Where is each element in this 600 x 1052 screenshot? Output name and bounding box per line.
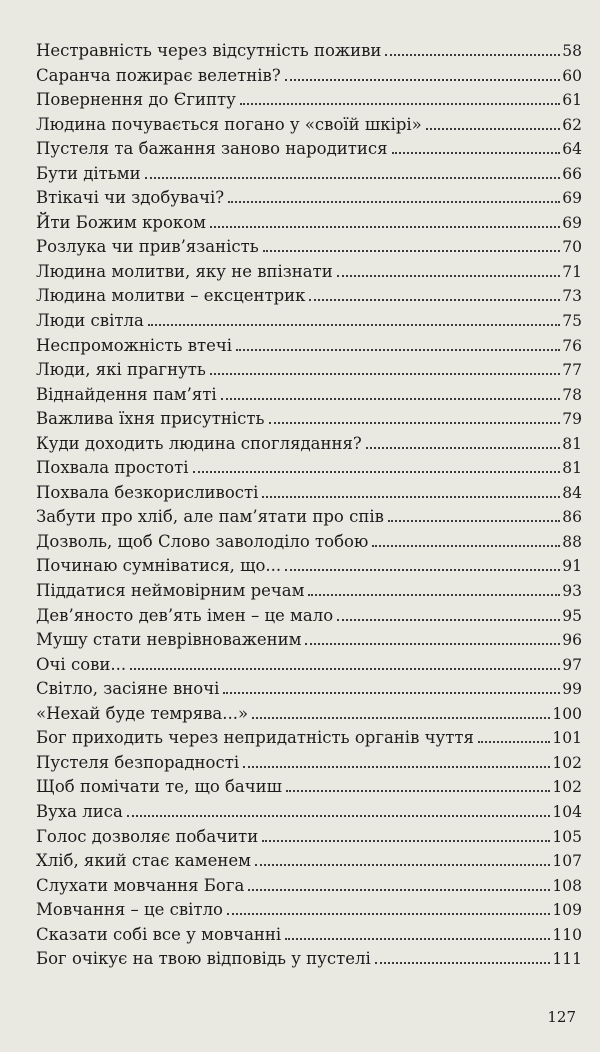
toc-entry-page: 84 xyxy=(562,483,582,502)
dot-leader xyxy=(385,54,560,56)
dot-leader xyxy=(269,422,561,424)
toc-entry-page: 99 xyxy=(562,680,582,699)
toc-entry xyxy=(36,481,582,506)
toc-entry xyxy=(36,113,582,138)
toc-entry xyxy=(36,432,582,457)
toc-entry-title: Саранча пожирає велетнів? xyxy=(36,65,281,85)
toc-entry-title: Сказати собі все у мовчанні xyxy=(36,924,282,944)
toc-entry-page: 69 xyxy=(562,189,582,208)
toc-entry-page: 105 xyxy=(552,827,582,846)
toc-entry-title: Бути дітьми xyxy=(36,163,141,183)
toc-entry-page: 110 xyxy=(552,925,582,944)
toc-entry-title: Хліб, який стає каменем xyxy=(36,851,251,871)
dot-leader xyxy=(285,79,561,81)
toc-entry xyxy=(36,923,582,948)
toc-entry-title: Віднайдення пам’яті xyxy=(36,384,217,404)
toc-entry-title: Мушу стати неврівноваженим xyxy=(36,630,302,650)
dot-leader xyxy=(308,594,560,596)
dot-leader xyxy=(309,299,560,301)
toc-entry-title: Людина молитви – ексцентрик xyxy=(36,286,306,306)
toc-entry xyxy=(36,64,582,89)
toc-entry-page: 73 xyxy=(562,287,582,306)
toc-entry-page: 77 xyxy=(562,361,582,380)
toc-entry xyxy=(36,358,582,383)
toc-entry-title: Люди світла xyxy=(36,311,144,331)
toc-entry-title: Щоб помічати те, що бачиш xyxy=(36,777,283,797)
toc-entry-page: 96 xyxy=(562,631,582,650)
toc-entry-page: 66 xyxy=(562,164,582,183)
dot-leader xyxy=(255,864,550,866)
dot-leader xyxy=(388,520,560,522)
toc-entry-title: Мовчання – це світло xyxy=(36,900,223,920)
dot-leader xyxy=(223,692,560,694)
toc-entry-page: 104 xyxy=(552,802,582,821)
toc-entry-title: Пустеля та бажання заново народитися xyxy=(36,139,388,159)
toc-entry xyxy=(36,260,582,285)
toc-entry-page: 81 xyxy=(562,434,582,453)
toc-entry-title: Люди, які прагнуть xyxy=(36,360,206,380)
toc-entry xyxy=(36,849,582,874)
toc-entry xyxy=(36,39,582,64)
toc-entry xyxy=(36,284,582,309)
toc-entry xyxy=(36,579,582,604)
toc-entry-page: 62 xyxy=(562,115,582,134)
toc-entry-page: 70 xyxy=(562,238,582,257)
toc-entry-title: Піддатися неймовірним речам xyxy=(36,581,305,601)
toc-entry-title: Вуха лиса xyxy=(36,801,123,821)
dot-leader xyxy=(375,962,551,964)
toc-entry xyxy=(36,162,582,187)
toc-entry-page: 88 xyxy=(562,532,582,551)
dot-leader xyxy=(285,938,550,940)
dot-leader xyxy=(243,766,550,768)
toc-entry-page: 111 xyxy=(552,950,582,969)
toc-entry-page: 76 xyxy=(562,336,582,355)
toc-entry xyxy=(36,874,582,899)
toc-entry xyxy=(36,751,582,776)
toc-entry xyxy=(36,505,582,530)
dot-leader xyxy=(285,569,560,571)
table-of-contents xyxy=(36,39,582,972)
toc-entry-page: 101 xyxy=(552,729,582,748)
toc-entry-title: Нестравність через відсутність поживи xyxy=(36,41,382,60)
toc-entry-page: 69 xyxy=(562,213,582,232)
toc-entry-title: Похвала безкорисливості xyxy=(36,482,259,502)
toc-entry-title: Дозволь, щоб Слово заволоділо тобою xyxy=(36,531,369,551)
toc-entry-title: Голос дозволяє побачити xyxy=(36,826,259,846)
dot-leader xyxy=(262,840,550,842)
toc-entry-page: 61 xyxy=(562,91,582,110)
toc-entry-page: 97 xyxy=(562,655,582,674)
toc-entry-title: Розлука чи прив’язаність xyxy=(36,237,259,257)
toc-entry xyxy=(36,334,582,359)
toc-entry xyxy=(36,800,582,825)
toc-entry-title: Очі сови... xyxy=(36,654,127,674)
toc-entry-page: 109 xyxy=(552,901,582,920)
dot-leader xyxy=(130,668,560,670)
dot-leader xyxy=(127,815,551,817)
toc-entry-title: Втікачі чи здобувачі? xyxy=(36,188,225,208)
toc-entry xyxy=(36,702,582,727)
toc-entry xyxy=(36,554,582,579)
toc-entry xyxy=(36,186,582,211)
toc-entry xyxy=(36,775,582,800)
toc-entry-title: Бог приходить через непридатність органів чуття xyxy=(36,728,474,748)
toc-entry xyxy=(36,653,582,678)
toc-entry-title: Починаю сумніватися, що... xyxy=(36,556,282,576)
toc-entry-page: 75 xyxy=(562,312,582,331)
toc-entry-title: Повернення до Єгипту xyxy=(36,90,236,110)
toc-entry-title: Людина молитви, яку не впізнати xyxy=(36,261,333,281)
dot-leader xyxy=(392,152,561,154)
dot-leader xyxy=(148,324,560,326)
dot-leader xyxy=(478,741,551,743)
toc-entry-title: Пустеля безпорадності xyxy=(36,752,240,772)
dot-leader xyxy=(252,717,550,719)
dot-leader xyxy=(210,226,560,228)
toc-entry xyxy=(36,628,582,653)
dot-leader xyxy=(426,128,560,130)
toc-entry xyxy=(36,309,582,334)
toc-entry-title: Дев’яносто дев’ять імен – це мало xyxy=(36,605,334,625)
toc-entry xyxy=(36,530,582,555)
dot-leader xyxy=(236,349,560,351)
toc-entry-page: 102 xyxy=(552,753,582,772)
toc-entry-title: Світло, засіяне вночі xyxy=(36,679,220,699)
toc-entry xyxy=(36,407,582,432)
dot-leader xyxy=(337,275,561,277)
toc-entry-title: Бог очікує на твою відповідь у пустелі xyxy=(36,949,371,969)
toc-entry-page: 79 xyxy=(562,410,582,429)
dot-leader xyxy=(262,496,560,498)
dot-leader xyxy=(193,471,561,473)
dot-leader xyxy=(263,250,561,252)
toc-entry-title: Слухати мовчання Бога xyxy=(36,875,245,895)
toc-entry-title: «Нехай буде темрява...» xyxy=(36,703,249,723)
toc-entry xyxy=(36,947,582,972)
page-number: 127 xyxy=(547,1008,576,1026)
toc-entry-page: 108 xyxy=(552,876,582,895)
dot-leader xyxy=(221,398,561,400)
dot-leader xyxy=(248,889,550,891)
toc-entry-title: Важлива їхня присутність xyxy=(36,409,265,429)
dot-leader xyxy=(286,790,550,792)
toc-entry xyxy=(36,726,582,751)
toc-entry xyxy=(36,604,582,629)
dot-leader xyxy=(227,913,550,915)
toc-entry-page: 71 xyxy=(562,262,582,281)
toc-entry-page: 91 xyxy=(562,557,582,576)
toc-entry xyxy=(36,211,582,236)
toc-entry-page: 107 xyxy=(552,852,582,871)
toc-entry-title: Неспроможність втечі xyxy=(36,335,233,355)
toc-entry-page: 95 xyxy=(562,606,582,625)
dot-leader xyxy=(145,177,561,179)
toc-entry-page: 60 xyxy=(562,66,582,85)
toc-entry-page: 64 xyxy=(562,140,582,159)
toc-entry xyxy=(36,456,582,481)
toc-entry xyxy=(36,88,582,113)
toc-entry-title: Похвала простоті xyxy=(36,458,189,478)
toc-entry-page: 78 xyxy=(562,385,582,404)
dot-leader xyxy=(366,447,561,449)
toc-entry-title: Людина почувається погано у «своїй шкірі» xyxy=(36,114,422,134)
toc-entry-page: 100 xyxy=(552,704,582,723)
toc-entry-page: 93 xyxy=(562,582,582,601)
toc-entry-title: Куди доходить людина споглядання? xyxy=(36,433,362,453)
toc-entry xyxy=(36,235,582,260)
toc-entry xyxy=(36,825,582,850)
toc-entry-page: 86 xyxy=(562,508,582,527)
dot-leader xyxy=(228,201,560,203)
toc-entry xyxy=(36,383,582,408)
dot-leader xyxy=(337,619,560,621)
toc-entry-page: 102 xyxy=(552,778,582,797)
toc-entry-title: Йти Божим кроком xyxy=(36,212,206,232)
toc-entry-title: Забути про хліб, але пам’ятати про спів xyxy=(36,507,384,527)
toc-entry xyxy=(36,898,582,923)
dot-leader xyxy=(305,643,560,645)
toc-entry xyxy=(36,677,582,702)
dot-leader xyxy=(372,545,560,547)
toc-entry-page: 58 xyxy=(562,42,582,60)
dot-leader xyxy=(240,103,560,105)
dot-leader xyxy=(210,373,560,375)
toc-entry xyxy=(36,137,582,162)
toc-entry-page: 81 xyxy=(562,459,582,478)
